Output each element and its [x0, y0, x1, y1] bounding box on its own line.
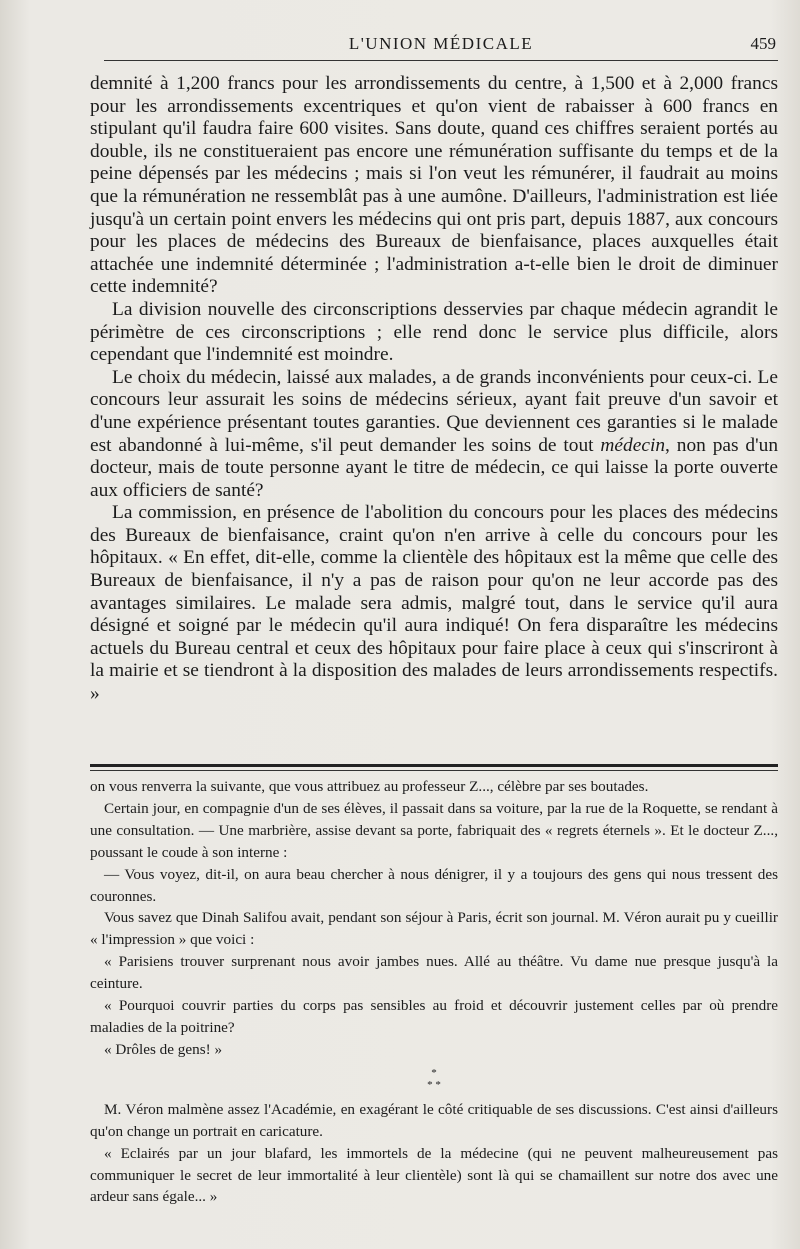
- journal-title: L'UNION MÉDICALE: [348, 34, 534, 53]
- note-5: « Parisiens trouver surprenant nous avoir jambes nues. Allé au théâtre. Vu dame nue presque jusqu'à la ceinture.: [90, 953, 778, 993]
- note-2: Certain jour, en compagnie d'un de ses élèves, il passait dans sa voiture, par la rue de la Roquette, se rendant à une consultation. — Une marbrière, assise devant sa porte, fabriquait des « regrets éternels ». Et le docteur Z..., poussant le coude à son interne :: [90, 799, 778, 861]
- paragraph-4: La commission, en présence de l'abolition du concours pour les places des médecins des Bureaux de bienfaisance, craint qu'on n'en arrive à celle du concours pour les hôpitaux. « En effet, dit-elle, comme la clientèle des hôpitaux est la même que celle des Bureaux de bienfaisance, il n'y a pas de raison pour qu'on ne leur accorde pas des avantages similaires. Le malade sera admis, malgré tout, dans le service qu'il aura désigné et soigné par le médecin qu'il aura indiqué! On fera disparaître les médecins actuels du Bureau central et ceux des hôpitaux pour faire place à ceux qui s'inscriront à la mairie et se tiendront à la disposition des malades de leurs arrondissements respectifs. »: [90, 502, 778, 705]
- note-1: on vous renverra la suivante, que vous attribuez au professeur Z..., célèbre par ses boutades.: [90, 778, 649, 795]
- paragraph-1: demnité à 1,200 francs pour les arrondissements du centre, à 1,500 et à 2,000 francs pour les arrondissements excentriques et qu'on vient de rabaisser à 600 francs en stipulant qu'il faudra faire 600 visites. Sans doute, quand ces chiffres seraient portés au double, ils ne constitueraient pas encore une rémunération suffisante du temps et de la peine dépensés par les médecins ; mais si l'on veut les rémunérer, il faudrait au moins que la rémunération ne ressemblât pas à une aumône. D'ailleurs, l'administration est liée jusqu'à un certain point envers les médecins qui ont pris part, depuis 1887, aux concours pour les places de médecins des Bureaux de bienfaisance, places auxquelles était attachée une indemnité déterminée ; l'administration a-t-elle bien le droit de diminuer cette indemnité?: [90, 73, 778, 298]
- feuilleton-text: [90, 776, 778, 1208]
- note-3: — Vous voyez, dit-il, on aura beau chercher à nous dénigrer, il y a toujours des gens qui nous tressent des couronnes.: [90, 865, 778, 905]
- page-number: 459: [750, 34, 776, 53]
- note-9: « Eclairés par un jour blafard, les immortels de la médecine (qui ne peuvent malheureusement pas communiquer le secret de leur immortalité à leur clientèle) sont là qui se chamaillent sur notre dos avec une ardeur sans égale... »: [90, 1144, 778, 1206]
- paragraph-3-italic: médecin: [600, 434, 666, 456]
- paragraph-3-tail: , non pas d'un docteur, mais de toute personne ayant le titre de médecin, ce qui laisse la porte ouverte aux officiers de santé?: [90, 434, 779, 501]
- paragraph-3-text: Le choix du médecin, laissé aux malades, a de grands inconvénients pour ceux-ci. Le concours leur assurait les soins de médecins sérieux, ayant fait preuve d'un savoir et d'une expérience présentant toutes garanties. Que deviennent ces garanties si le malade est abandonné à lui-même, s'il peut demander les soins de tout: [90, 366, 778, 456]
- running-header: [104, 28, 778, 61]
- note-6: « Pourquoi couvrir parties du corps pas sensibles au froid et découvrir justement celles par où prendre maladies de la poitrine?: [90, 997, 778, 1036]
- section-rule-thin: [90, 770, 778, 771]
- note-4: Vous savez que Dinah Salifou avait, pendant son séjour à Paris, écrit son journal. M. Véron aurait pu y cueillir « l'impression » que voici :: [90, 909, 778, 949]
- asterism-separator: [90, 1067, 778, 1091]
- asterism-top: *: [431, 1066, 437, 1079]
- paragraph-2: La division nouvelle des circonscriptions desservies par chaque médecin agrandit le périmètre de ces circonscriptions ; elle rend donc le service plus difficile, alors cependant que l'indemnité est moindre.: [90, 298, 778, 366]
- main-text: [90, 73, 778, 706]
- asterism-bottom: * *: [427, 1078, 441, 1091]
- note-8: M. Véron malmène assez l'Académie, en exagérant le côté critiquable de ses discussions. C'est ainsi d'ailleurs qu'on change un portrait en caricature.: [90, 1100, 778, 1140]
- section-rule-thick: [90, 764, 778, 767]
- paragraph-3: [90, 367, 778, 503]
- note-7: « Drôles de gens! »: [104, 1040, 223, 1058]
